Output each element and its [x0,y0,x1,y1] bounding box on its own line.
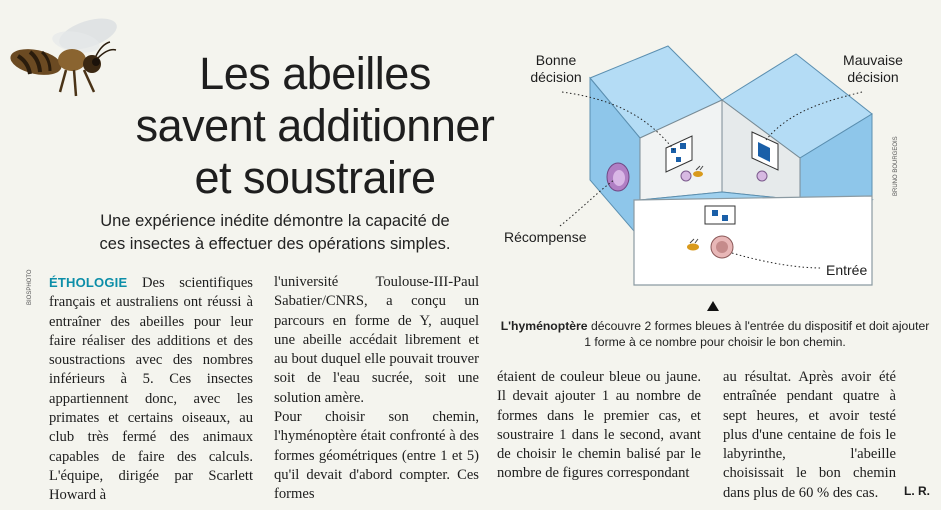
label-line: décision [530,69,582,85]
headline-line: et soustraire [194,152,436,203]
caption-pointer [707,301,719,311]
label-recompense: Récompense [504,229,587,245]
standfirst-line: Une expérience inédite démontre la capacité de [100,212,450,230]
label-mauvaise-decision [828,52,918,86]
entrance-sign [705,206,735,224]
bee-marker [687,244,699,251]
leader-recompense [560,180,614,226]
caption-lead: L'hyménoptère [500,319,588,333]
label-entree: Entrée [826,262,868,278]
label-line: Bonne [535,52,577,68]
column-text: étaient de couleur bleue ou jaune. Il devait ajouter 1 au nombre de formes dans le premier cas, et soustraire 1 dans le second, avant de choisir le chemin balisé par le nombre de figures correspondant [497,369,701,482]
kicker: ÉTHOLOGIE [49,275,128,290]
bee-illustration [6,12,121,102]
bee-marker [693,171,703,177]
headline-line: Les abeilles [199,48,431,99]
figure-caption [500,318,930,350]
article-column-1 [49,273,253,506]
caption-text: découvre 2 formes bleues à l'entrée du dispositif et doit ajouter 1 forme à ce nombre pour choisir le bon chemin. [584,319,930,349]
label-line: décision [847,69,899,85]
headline [120,48,510,204]
label-line: Mauvaise [843,52,903,68]
column-text: Pour choisir son chemin, l'hyménoptère était confronté à des formes géométriques (entre 1 et 5) qu'il devait d'abord compter. Ces formes [274,409,479,503]
standfirst [70,210,480,256]
standfirst-line: ces insectes à effectuer des opérations simples. [99,235,451,253]
article-column-4 [723,368,930,502]
article-column-3 [497,368,701,484]
column-text: Des scientifiques français et australiens ont réussi à entraîner des abeilles pour leur faire réaliser des additions et des soustractions avec des nombres inférieurs à 5. Ces insectes appartiennent donc, avec les primates et certains oiseaux, au club très fermé des animaux capables de faire des calculs. L'équipe, dirigée par Scarlett Howard à [49,275,253,504]
photo-credit: BIOSPHOTO [27,269,33,305]
article-column-2 [274,273,479,505]
column-text: l'université Toulouse-III-Paul Sabatier/CNRS, a conçu un parcours en forme de Y, auquel une abeille accédait librement et au bout duquel elle pouvait trouver soit de l'eau sucrée, soit une solution amère. [274,274,479,406]
author-signature: L. R. [904,483,930,498]
headline-line: savent additionner [135,100,495,151]
column-text: au résultat. Après avoir été entraînée pendant quatre à sept heures, et avoir testé plus d'une centaine de fois le labyrinthe, l'abeille choisissait le bon chemin dans plus de 60 % des cas. [723,369,896,501]
label-bonne-decision [516,52,596,86]
illustration-credit: BRUNO BOURGEOIS [893,136,899,196]
